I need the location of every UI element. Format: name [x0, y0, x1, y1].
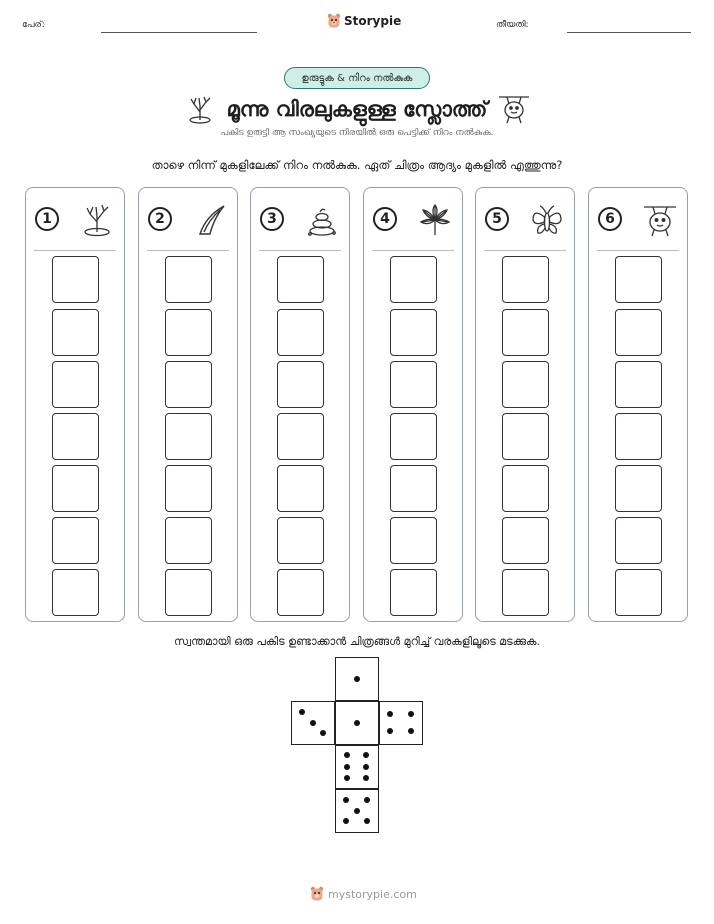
column-header [485, 200, 565, 240]
name-line [101, 32, 257, 33]
instruction-text: താഴെ നിന്ന് മുകളിലേക്ക് നിറം നൽകുക. ഏത് ചിത്രം ആദ്യം മുകളിൽ എത്തുന്നു? [151, 158, 563, 172]
dice-pip [364, 797, 370, 803]
dice-pip [344, 752, 350, 758]
dice-pip [363, 764, 369, 770]
color-box[interactable] [277, 569, 324, 616]
fold-instruction: സ്വന്തമായി ഒരു പകിട ഉണ്ടാക്കാൻ ചിത്രങ്ങൾ മുറിച്ച് വരകളിലൂടെ മടക്കുക. [174, 635, 540, 648]
color-box[interactable] [502, 517, 549, 564]
column-header [598, 200, 678, 240]
color-box[interactable] [502, 465, 549, 512]
dice-pip [354, 808, 360, 814]
dice-pip [408, 711, 414, 717]
dice-face [335, 789, 379, 833]
brand-name: Storypie [344, 14, 402, 28]
leaf-icon [417, 202, 453, 238]
dice-face [335, 701, 379, 745]
color-box[interactable] [52, 309, 99, 356]
column-divider [259, 250, 341, 251]
column-header [148, 200, 228, 240]
color-box[interactable] [615, 256, 662, 303]
column-divider [484, 250, 566, 251]
brand-logo [327, 13, 401, 29]
color-box[interactable] [52, 517, 99, 564]
color-box[interactable] [277, 413, 324, 460]
color-box[interactable] [165, 465, 212, 512]
color-box[interactable] [390, 517, 437, 564]
color-box[interactable] [277, 517, 324, 564]
color-box[interactable] [615, 309, 662, 356]
color-box[interactable] [615, 517, 662, 564]
dice-pip [343, 797, 349, 803]
column-number: 1 [35, 207, 59, 231]
dice-face [335, 657, 379, 701]
sloth-icon [642, 202, 678, 238]
dice-face [335, 745, 379, 789]
claw-icon [192, 202, 228, 238]
footer-url: mystorypie.com [328, 887, 417, 901]
color-box[interactable] [165, 256, 212, 303]
dice-pip [299, 709, 305, 715]
activity-pill [284, 67, 430, 89]
color-box[interactable] [52, 569, 99, 616]
color-box[interactable] [277, 465, 324, 512]
column-divider [34, 250, 116, 251]
name-label: പേര്: [22, 20, 45, 30]
coral-icon [79, 202, 115, 238]
column-number: 2 [148, 207, 172, 231]
dice-pip [363, 752, 369, 758]
dice-pip [387, 711, 393, 717]
page-subtitle: പകിട ഉരുട്ടി ആ സംഖ്യയുടെ നിരയിൽ ഒരു പെട്ടിക്ക് നിറം നൽകുക. [220, 128, 494, 138]
column-divider [372, 250, 454, 251]
dice-pip [344, 775, 350, 781]
dice-pip [344, 764, 350, 770]
column-header [35, 200, 115, 240]
bear-icon [327, 13, 341, 29]
dice-pip [320, 730, 326, 736]
column-1 [25, 187, 125, 622]
coral-icon [183, 94, 217, 124]
page-title-text: മൂന്നു വിരലുകളുള്ള സ്ലോത്ത് [226, 96, 488, 121]
activity-pill-label: ഉരുട്ടുക & നിറം നൽകുക [301, 72, 413, 84]
page-title [150, 92, 564, 126]
color-box[interactable] [52, 361, 99, 408]
color-box[interactable] [165, 361, 212, 408]
color-box[interactable] [277, 256, 324, 303]
column-number: 5 [485, 207, 509, 231]
color-box[interactable] [390, 361, 437, 408]
sloth-icon [497, 92, 531, 126]
color-box[interactable] [502, 309, 549, 356]
color-box[interactable] [502, 361, 549, 408]
color-box[interactable] [390, 309, 437, 356]
dice-pip [364, 818, 370, 824]
column-number: 3 [260, 207, 284, 231]
color-box[interactable] [277, 361, 324, 408]
dice-face [291, 701, 335, 745]
color-box[interactable] [615, 569, 662, 616]
dice-pip [310, 720, 316, 726]
color-box[interactable] [52, 256, 99, 303]
color-box[interactable] [165, 517, 212, 564]
dice-pip [354, 676, 360, 682]
column-5 [475, 187, 575, 622]
column-header [373, 200, 453, 240]
dice-pip [354, 720, 360, 726]
column-4 [363, 187, 463, 622]
color-box[interactable] [52, 413, 99, 460]
column-divider [597, 250, 679, 251]
column-3 [250, 187, 350, 622]
color-box[interactable] [615, 465, 662, 512]
footer [310, 886, 417, 902]
dice-pip [363, 775, 369, 781]
droppings-icon [304, 202, 340, 238]
color-box[interactable] [165, 413, 212, 460]
column-number: 6 [598, 207, 622, 231]
dice-pip [387, 728, 393, 734]
color-box[interactable] [390, 413, 437, 460]
bear-icon [310, 886, 324, 902]
color-box[interactable] [615, 413, 662, 460]
color-box[interactable] [390, 465, 437, 512]
column-number: 4 [373, 207, 397, 231]
color-box[interactable] [615, 361, 662, 408]
moth-icon [529, 202, 565, 238]
color-box[interactable] [390, 569, 437, 616]
column-divider [147, 250, 229, 251]
column-6 [588, 187, 688, 622]
worksheet-header [0, 0, 714, 40]
color-box[interactable] [52, 465, 99, 512]
column-2 [138, 187, 238, 622]
dice-pip [343, 818, 349, 824]
dice-face [379, 701, 423, 745]
color-box[interactable] [277, 309, 324, 356]
date-label: തീയതി: [496, 20, 529, 30]
color-box[interactable] [390, 256, 437, 303]
date-line [567, 32, 691, 33]
dice-pip [408, 728, 414, 734]
color-box[interactable] [165, 309, 212, 356]
color-box[interactable] [502, 569, 549, 616]
color-box[interactable] [165, 569, 212, 616]
color-box[interactable] [502, 413, 549, 460]
column-header [260, 200, 340, 240]
color-box[interactable] [502, 256, 549, 303]
